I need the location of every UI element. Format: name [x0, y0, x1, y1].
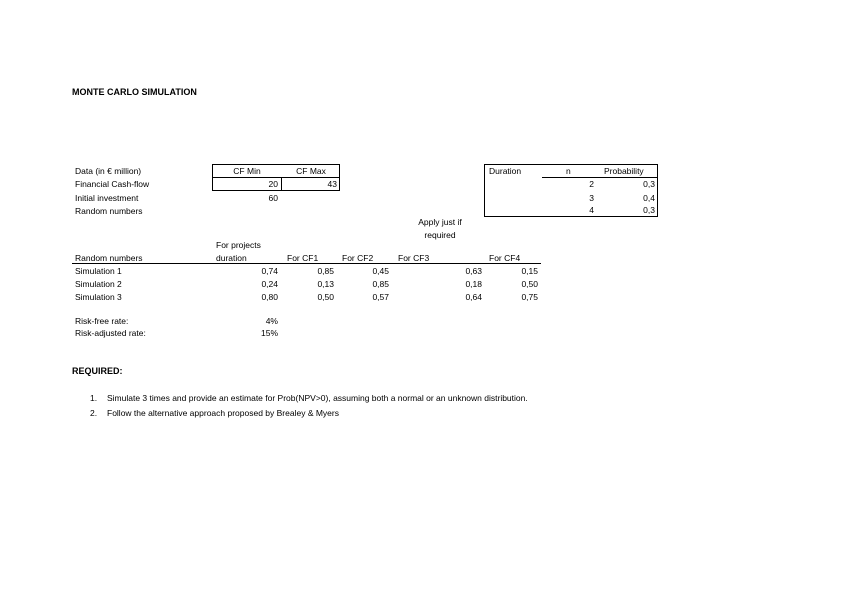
cf-min-value: 20 — [268, 179, 278, 189]
random-numbers-label: Random numbers — [75, 206, 143, 216]
simulation-label: Simulation 1 — [75, 266, 122, 276]
required-item-text: Simulate 3 times and provide an estimate for Prob(NPV>0), assuming both a normal or an unknown distribution. — [107, 393, 528, 403]
apply-note-line1: Apply just if — [418, 217, 462, 227]
duration-n: 3 — [589, 193, 594, 203]
required-item-number: 2. — [90, 408, 98, 418]
simulation-cf3-value: 0,63 — [465, 266, 482, 276]
simulation-cf1-value: 0,13 — [317, 279, 334, 289]
risk-adjusted-rate-label: Risk-adjusted rate: — [75, 328, 146, 338]
simulation-cf1-value: 0,85 — [317, 266, 334, 276]
duration-probability: 0,4 — [643, 193, 655, 203]
duration-n: 4 — [589, 205, 594, 215]
duration-probability: 0,3 — [643, 205, 655, 215]
risk-free-rate-label: Risk-free rate: — [75, 316, 129, 326]
cf-min-header: CF Min — [233, 166, 261, 176]
initial-investment-value: 60 — [268, 193, 278, 203]
risk-free-rate-value: 4% — [265, 316, 278, 326]
simulation-cf1-value: 0,50 — [317, 292, 334, 302]
col-cf3-header: For CF3 — [398, 253, 430, 263]
initial-investment-label: Initial investment — [75, 193, 139, 203]
cf-max-value: 43 — [327, 179, 337, 189]
simulation-duration-value: 0,80 — [261, 292, 278, 302]
simulation-label: Simulation 3 — [75, 292, 122, 302]
duration-header: Duration — [489, 166, 522, 176]
cf-box-col-divider — [281, 177, 282, 191]
cf-max-header: CF Max — [296, 166, 326, 176]
risk-adjusted-rate-value: 15% — [260, 328, 278, 338]
data-header-label: Data (in € million) — [75, 166, 142, 176]
n-header: n — [566, 166, 571, 176]
duration-header-underline — [542, 177, 658, 178]
simulation-cf4-value: 0,50 — [521, 279, 538, 289]
page-title: MONTE CARLO SIMULATION — [72, 87, 197, 97]
col-duration-header-line2: duration — [216, 253, 247, 263]
simulation-cf3-value: 0,64 — [465, 292, 482, 302]
random-table-header-underline — [72, 263, 541, 264]
duration-probability: 0,3 — [643, 179, 655, 189]
simulation-duration-value: 0,74 — [261, 266, 278, 276]
required-item-number: 1. — [90, 393, 98, 403]
required-heading: REQUIRED: — [72, 366, 123, 376]
apply-note-line2: required — [424, 230, 456, 240]
financial-cashflow-label: Financial Cash-flow — [75, 179, 150, 189]
random-table-label: Random numbers — [75, 253, 143, 263]
simulation-label: Simulation 2 — [75, 279, 122, 289]
simulation-cf2-value: 0,57 — [372, 292, 389, 302]
col-cf1-header: For CF1 — [287, 253, 319, 263]
simulation-duration-value: 0,24 — [261, 279, 278, 289]
required-item-text: Follow the alternative approach proposed by Brealey & Myers — [107, 408, 339, 418]
cf-box-divider — [212, 177, 340, 178]
simulation-cf2-value: 0,85 — [372, 279, 389, 289]
simulation-cf2-value: 0,45 — [372, 266, 389, 276]
probability-header: Probability — [604, 166, 644, 176]
col-duration-header-line1: For projects — [216, 240, 261, 250]
col-cf2-header: For CF2 — [342, 253, 374, 263]
simulation-cf4-value: 0,15 — [521, 266, 538, 276]
simulation-cf4-value: 0,75 — [521, 292, 538, 302]
col-cf4-header: For CF4 — [489, 253, 521, 263]
duration-n: 2 — [589, 179, 594, 189]
simulation-cf3-value: 0,18 — [465, 279, 482, 289]
